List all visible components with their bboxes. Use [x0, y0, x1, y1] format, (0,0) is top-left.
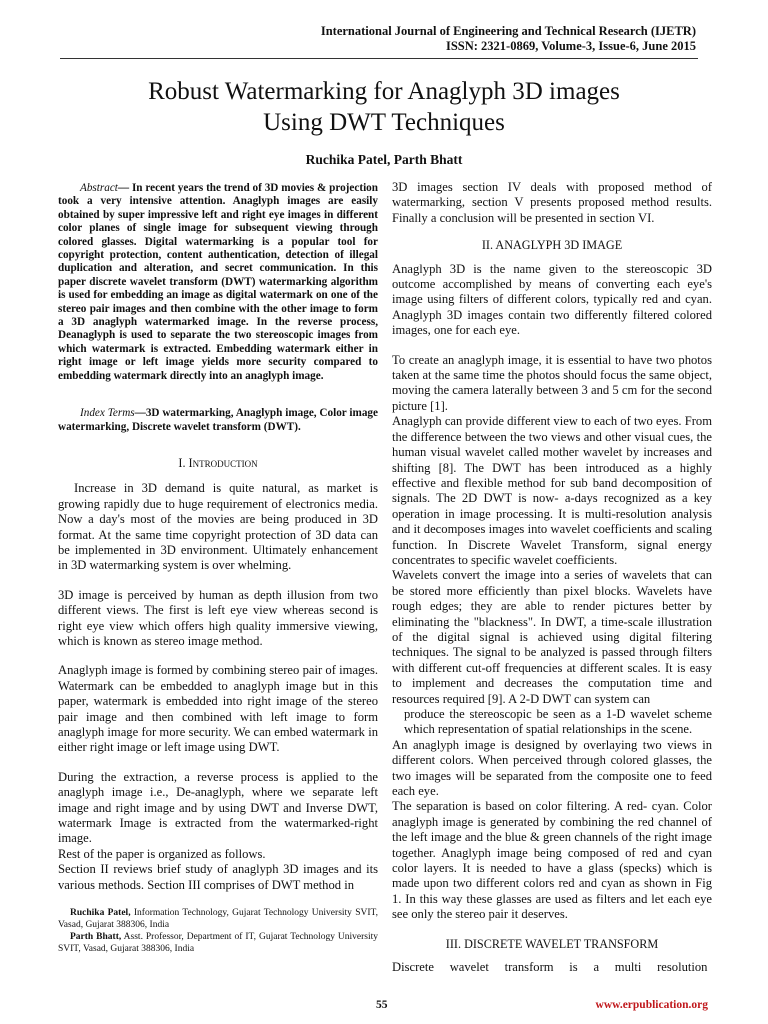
paragraph: Wavelets convert the image into a series of wavelets that can be stored more efficiently than pixel blocks. Wavelets have rough edges; they are able to render pictures better by eliminating the "blackness". In DWT, a time-scale illustration of the digital signal is achieved using digital filtering techniques. The signal to be analyzed is passed through filters with different cut-off frequencies at different scales. It is easy to implement and decreases the computation time and resources required [9]. A 2-D DWT can system can [392, 568, 712, 706]
paragraph: To create an anaglyph image, it is essential to have two photos taken at the same time the photos should focus the same object, moving the camera laterally between 3 and 5 cm for the second picture [1]. [392, 352, 712, 413]
footnote-text: Asst. Professor, Department of IT, Gujarat Technology University SVIT, Vasad, Gujarat 388306, India [58, 932, 378, 955]
left-column [58, 180, 378, 955]
authors: Ruchika Patel, Parth Bhatt [305, 152, 463, 167]
footer-url[interactable]: www.erpublication.org [595, 999, 708, 1011]
paragraph: Anaglyph image is formed by combining stereo pair of images. Watermark can be embedded to anaglyph image but in this paper, watermark is embedded into right image of the stereo pair image and then combined with left image to form anaglyph image for more security. We can embed watermark in either right image or left image using DWT. [58, 663, 378, 755]
paragraph: Increase in 3D demand is quite natural, as market is growing rapidly due to huge requirement of electronics media. Now a day's most of the movies are being produced in 3D format. At the same time copyright protection of 3D data can be implemented in 3D environment. Ultimately enhancement in 3D watermarking system is over whelming. [58, 481, 378, 573]
footnote-name: Parth Bhatt, [70, 932, 122, 943]
header-rule [60, 58, 698, 59]
title-line-2: Using DWT Techniques [263, 109, 505, 136]
footnote [58, 931, 378, 955]
index-terms-text: —3D watermarking, Anaglyph image, Color image watermarking, Discrete wavelet transform (DWT). [58, 407, 378, 433]
index-terms-label: Index Terms [80, 407, 135, 420]
footnote [58, 907, 378, 931]
paragraph: produce the stereoscopic be seen as a 1-D wavelet scheme which representation of spatial relationships in the scene. [404, 707, 712, 737]
paragraph: During the extraction, a reverse process is applied to the anaglyph image i.e., De-anaglyph, where we separate left image and right image and by using DWT and Inverse DWT, watermark Image is extracted from the watermarked-right image. [58, 769, 378, 846]
footnote-text: Information Technology, Gujarat Technology University SVIT, Vasad, Gujarat 388306, India [58, 908, 379, 931]
page-number: 55 [376, 999, 388, 1011]
journal-name: International Journal of Engineering and Technical Research (IJETR) [320, 24, 696, 38]
paragraph: Anaglyph can provide different view to each of two eyes. From the difference between the two views and other visual cues, the human visual wavelet called mother wavelet by increases and shifting [8]. The DWT has been introduced as a highly effective and flexible method for sub band decomposition of signals. The 2D DWT is now- a-days recognized as a key operation in image processing. It is multi-resolution analysis and it decomposes images into wavelet coefficients and scaling function. In Discrete Wavelet Transform, signal energy concentrates to specific wavelet coefficients. [392, 414, 712, 567]
footnote-name: Ruchika Patel, [70, 908, 131, 919]
section-3-heading: III. DISCRETE WAVELET TRANSFORM [445, 936, 659, 951]
abstract-label: Abstract [80, 182, 118, 194]
paragraph: Anaglyph 3D is the name given to the stereoscopic 3D outcome accomplished by means of converting each eye's image using filters of different colors, typically red and cyan. Anaglyph 3D images contain two differently filtered colored images, one for each eye. [392, 261, 712, 338]
title-line-1: Robust Watermarking for Anaglyph 3D images [148, 78, 620, 105]
abstract [58, 182, 378, 383]
paragraph: 3D images section IV deals with proposed method of watermarking, section V presents proposed method results. Finally a conclusion will be presented in section VI. [392, 180, 712, 225]
paragraph: An anaglyph image is designed by overlaying two views in different colors. When perceived through colored glasses, the two images will be separated from the composite one to feed each eye. [392, 737, 712, 799]
journal-header [321, 24, 696, 54]
journal-issn: ISSN: 2321-0869, Volume-3, Issue-6, June 2015 [445, 39, 696, 53]
right-column [392, 180, 712, 976]
paragraph: 3D image is perceived by human as depth illusion from two different views. The first is left eye view whereas second is right eye view which offers high quality immersive viewing, which is known as stereo image method. [58, 587, 378, 648]
paragraph: Discrete wavelet transform is a multi resolution [392, 960, 708, 975]
section-1-heading: I. Introduction [178, 455, 258, 470]
paper-title [0, 76, 768, 138]
paragraph: Section II reviews brief study of anaglyph 3D images and its various methods. Section III comprises of DWT method in [58, 862, 378, 892]
paragraph: The separation is based on color filtering. A red- cyan. Color anaglyph image is generated by combining the red channel of the left image and the blue & green channels of the right image together. Anaglyph image being composed of red and cyan color layers. It is needed to have a glass (specks) which is made upon two different colors red and cyan as shown in Fig 1. In this way these glasses are used as filters and let each eye see only the stereo pair it deserves. [392, 799, 712, 922]
section-2-heading: II. ANAGLYPH 3D IMAGE [481, 238, 623, 253]
abstract-text: — In recent years the trend of 3D movies & projection took a very intensive attention. Anaglyph images are easily obtained by super impressive left and right eye images in different color planes of single image for subsequent viewing through colored glasses. Digital watermarking is a popular tool for copyright protection, content authentication, detection of illegal duplication and alteration, and secret communication. In this paper discrete wavelet transform (DWT) watermarking algorithm is used for embedding an image as digital watermark on one of the stereo pair images and then combine with the other image to form a 3D anaglyph watermarked image. In the reverse process, Deanaglyph is used to separate the two stereoscopic images from which watermark is extracted. Embedding watermark either in right image or left image yields more security compared to embedding watermark directly into an anaglyph image. [58, 182, 378, 382]
paragraph: Rest of the paper is organized as follows. [58, 846, 266, 861]
index-terms [58, 407, 378, 434]
